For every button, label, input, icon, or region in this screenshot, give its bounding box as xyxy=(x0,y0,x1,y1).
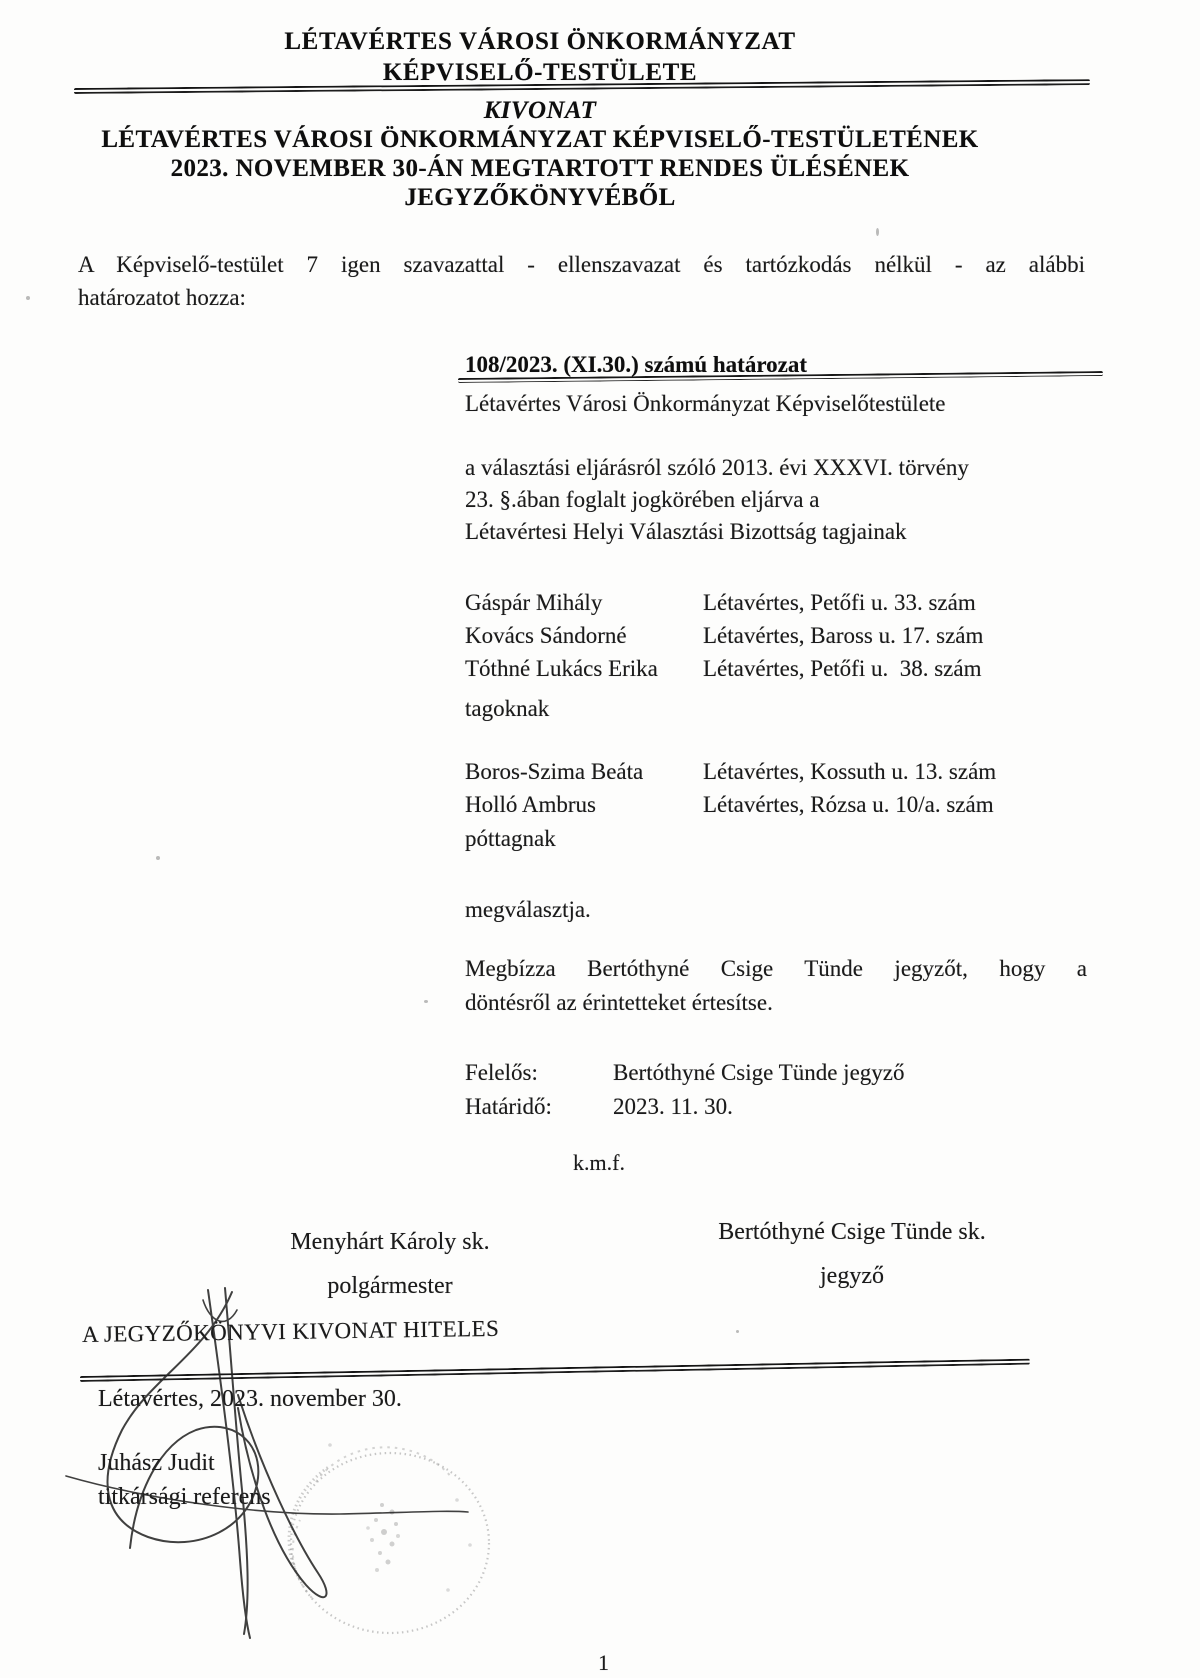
substitute-name: Boros-Szima Beáta xyxy=(465,759,644,784)
deadline-row xyxy=(465,1090,905,1124)
member-name: Gáspár Mihály xyxy=(465,590,603,615)
footer-divider xyxy=(80,1359,1030,1382)
responsible-label: Felelős: xyxy=(465,1060,538,1085)
mayor-name: Menyhárt Károly sk. xyxy=(290,1229,490,1255)
legal-line-2: 23. §.ában foglalt jogkörében eljárva a xyxy=(465,487,820,512)
subtitle-line1: LÉTAVÉRTES VÁROSI ÖNKORMÁNYZAT KÉPVISELŐ-TESTÜLETÉNEK xyxy=(101,126,979,153)
signature-block-notary xyxy=(702,1210,1002,1298)
deadline-value: 2023. 11. 30. xyxy=(613,1094,733,1119)
attestation-line: A JEGYZŐKÖNYVI KIVONAT HITELES xyxy=(81,1315,500,1347)
subtitle-line3: JEGYZŐKÖNYVÉBŐL xyxy=(404,184,676,211)
deadline-label: Határidő: xyxy=(465,1094,552,1119)
notary-title: jegyző xyxy=(820,1263,884,1289)
responsible-value: Bertóthyné Csige Tünde jegyző xyxy=(613,1060,905,1085)
member-name: Tóthné Lukács Erika xyxy=(465,656,658,681)
scan-speck xyxy=(876,228,879,236)
clerk-title: titkársági referens xyxy=(98,1484,271,1510)
member-name: Kovács Sándorné xyxy=(465,623,627,648)
instruction-line-2: döntésről az érintetteket értesítse. xyxy=(465,990,773,1015)
member-row xyxy=(465,586,983,619)
intro-line-2: határozatot hozza: xyxy=(78,285,246,310)
intro-paragraph xyxy=(78,248,1085,314)
member-row xyxy=(465,652,983,685)
members-list xyxy=(465,586,983,685)
substitute-name: Holló Ambrus xyxy=(465,792,596,817)
substitute-row xyxy=(465,788,996,821)
instruction-line-1: Megbízza Bertóthyné Csige Tünde jegyzőt, hogy a xyxy=(465,956,1087,981)
member-address: Létavértes, Baross u. 17. szám xyxy=(703,623,984,648)
substitute-address: Létavértes, Rózsa u. 10/a. szám xyxy=(703,792,994,817)
kmf-abbreviation: k.m.f. xyxy=(573,1150,625,1175)
members-role: tagoknak xyxy=(465,696,550,721)
resolution-title: 108/2023. (XI.30.) számú határozat xyxy=(465,352,807,377)
scan-speck xyxy=(736,1330,739,1333)
legal-basis xyxy=(465,452,969,548)
stamp-crest-speckle xyxy=(328,1443,472,1592)
signature-block-mayor xyxy=(250,1220,530,1308)
clerk-block xyxy=(98,1446,271,1514)
intro-line-1: A Képviselő-testület 7 igen szavazattal - ellenszavazat és tartózkodás nélkül - az alábbi xyxy=(78,252,1085,277)
place-date-line: Létavértes, 2023. november 30. xyxy=(98,1386,402,1412)
responsible-row xyxy=(465,1056,905,1090)
elects-line: megválasztja. xyxy=(465,897,591,922)
page-number: 1 xyxy=(598,1650,609,1675)
member-address: Létavértes, Petőfi u. 38. szám xyxy=(703,656,982,681)
notary-name: Bertóthyné Csige Tünde sk. xyxy=(718,1219,986,1245)
mayor-title: polgármester xyxy=(327,1273,453,1299)
clerk-name: Juhász Judit xyxy=(98,1450,215,1476)
substitutes-role: póttagnak xyxy=(465,826,556,851)
scan-speck xyxy=(156,856,160,860)
instruction-paragraph xyxy=(465,952,1087,1020)
scan-speck xyxy=(26,296,30,300)
substitute-row xyxy=(465,755,996,788)
responsibility-block xyxy=(465,1056,905,1124)
subtitle-line2: 2023. NOVEMBER 30-ÁN MEGTARTOTT RENDES ÜLÉSÉNEK xyxy=(170,155,910,182)
legal-line-3: Létavértesi Helyi Választási Bizottság tagjainak xyxy=(465,519,907,544)
legal-line-1: a választási eljárásról szóló 2013. évi XXXVI. törvény xyxy=(465,455,969,480)
substitute-address: Létavértes, Kossuth u. 13. szám xyxy=(703,759,997,784)
member-row xyxy=(465,619,983,652)
org-name-line1: LÉTAVÉRTES VÁROSI ÖNKORMÁNYZAT xyxy=(284,28,796,55)
substitutes-list xyxy=(465,755,996,821)
member-address: Létavértes, Petőfi u. 33. szám xyxy=(703,590,976,615)
resolution-org: Létavértes Városi Önkormányzat Képviselőtestülete xyxy=(465,391,946,416)
scan-speck xyxy=(424,1000,428,1003)
kivonat-title: KIVONAT xyxy=(483,97,597,124)
org-name-line2: KÉPVISELŐ-TESTÜLETE xyxy=(382,59,698,86)
